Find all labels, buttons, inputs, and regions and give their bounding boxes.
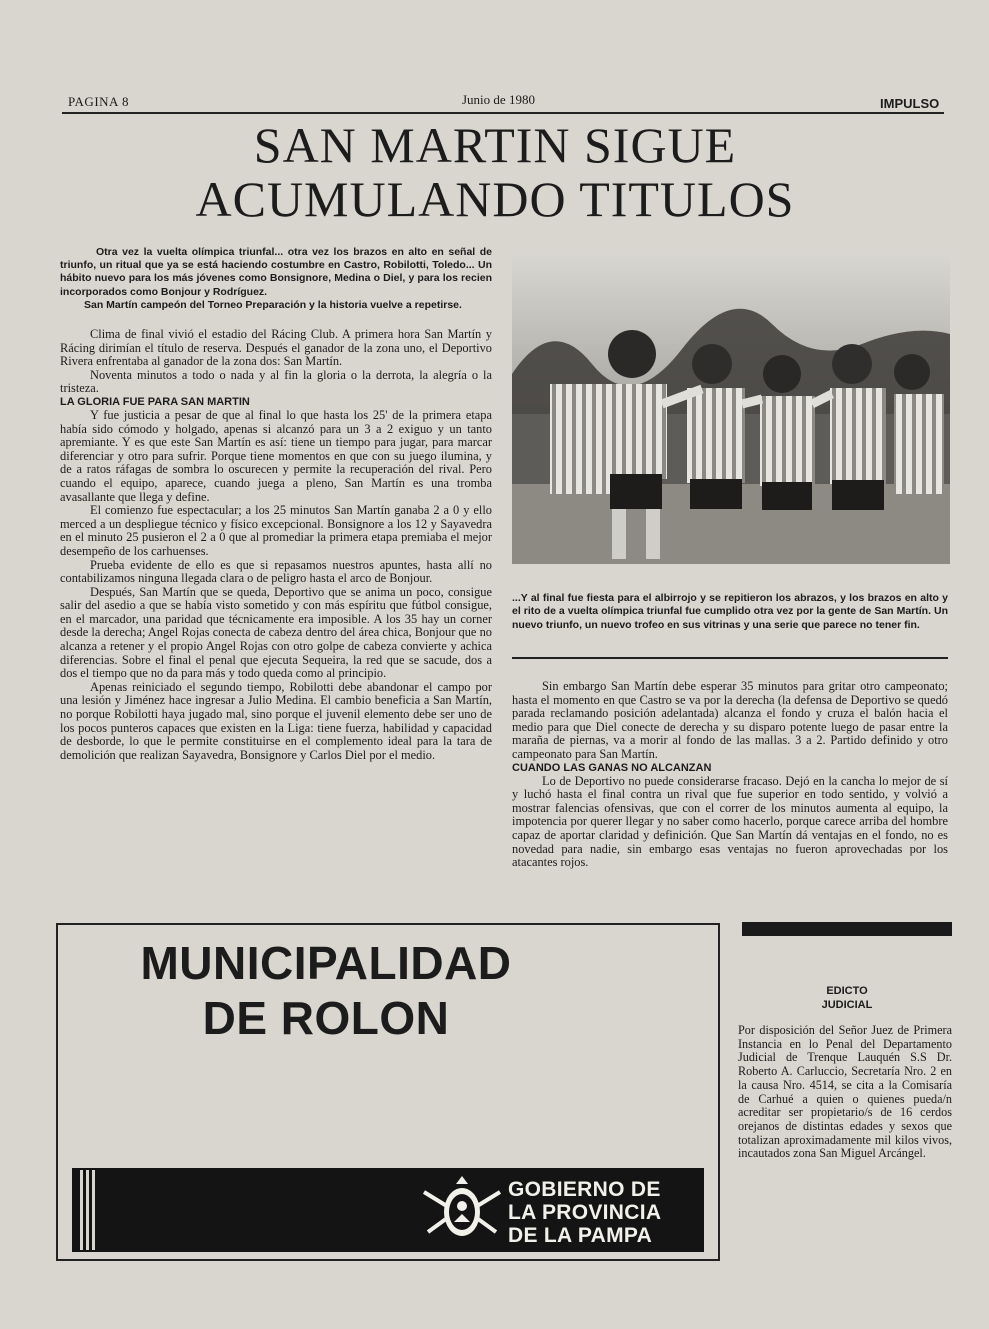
publication-name: IMPULSO [880,96,940,111]
body-paragraph: Sin embargo San Martín debe esperar 35 minutos para gritar otro campeonato; hasta el momento en que Castro se va por la derecha (la defensa de Deportivo se quedó parada reclamando posición adelantada) alcanza el fondo y cruza el balón hacia el medio para que Diel conecte de derecha y su disparo potente luego de pasar entre la maraña de piernas, va a morir al fondo de las mallas. 3 a 2. Partido definido y otro campeonato para San Martín. [512,679,948,761]
body-paragraph: Clima de final vivió el estadio del Rácing Club. A primera hora San Martín y Rácing dirimían el título de reserva. Después el ganador de la zona uno, el Deportivo Rivera enfrentaba al ganador de la zona dos: San Martín. [60,327,492,369]
article-lead [60,246,492,312]
banner-stripe [92,1170,95,1250]
ad-title-line-1: MUNICIPALIDAD [140,937,512,989]
edicto-title [742,984,952,1012]
caption-rule [512,657,948,659]
gobierno-line-1: GOBIERNO DE [508,1178,661,1201]
body-paragraph: El comienzo fue espectacular; a los 25 minutos San Martín ganaba 2 a 0 y ello merced a un despliegue técnico y físico excepcional. Bonsignore a los 12 y Sayavedra en el minuto 25 pusieron el 2 a 0 que al promediar la primera etapa premiaba el mejor desempeño de los carhuenses. [60,503,492,558]
lead-paragraph: San Martín campeón del Torneo Preparación y la historia vuelve a repetirse. [84,298,462,311]
body-paragraph: Después, San Martín que se queda, Deportivo que se anima un poco, consigue salir del asedio a que se había visto sometido y con más espíritu que fútbol consigue, en el marcador, una paridad que técnicamente era imposible. A los 35 hay un corner desde la derecha; Angel Rojas conecta de cabeza dentro del área chica, Bonjour que no alcanza a retener y el propio Angel Rojas con otro golpe de cabeza convierte y achica diferencias. Sobre el final el penal que ejecuta Sequeira, la red que se sacude, dos a dos el tiempo que no da para más y todo queda como al principio. [60,584,492,681]
header-rule [62,112,944,114]
body-paragraph: Prueba evidente de ello es que si repasamos nuestros apuntes, hasta allí no contabilizamos ninguna llegada clara o de peligro hasta el arco de Bonjour. [60,557,492,586]
banner-stripe [86,1170,89,1250]
gobierno-line-3: DE LA PAMPA [508,1224,653,1247]
body-paragraph: Apenas reiniciado el segundo tiempo, Robilotti debe abandonar el campo por una lesión y Jiménez hace ingresar a Julio Medina. El cambio beneficia a San Martín, no porque Robilotti haya jugado mal, sino porque el juvenil elemento debe ser uno de los pocos punteros capaces que existen en la Liga: tiene fuerza, habilidad y capacidad de desborde, lo que le permite constituirse en el complemento ideal para la tara de demolición que realizan Sayavedra, Bonsignore y Carlos Diel por el medio. [60,679,492,762]
advertisement-title [96,936,556,1046]
edicto-body: Por disposición del Señor Juez de Primera Instancia en lo Penal del Departamento Judicial de Trenque Lauquén S.S Dr. Roberto A. Carluccio, Secretaría Nro. 2 en la causa Nro. 4514, se cita a la Comisaría de Carhué a quien o quienes pueda/n acreditar ser propietario/s de 16 cerdos orejanos de distintas edades y sexos que totalizan aproximadamente mil kilos vivos, incautados zona San Miguel Arcángel. [738,1023,952,1161]
page-number: PAGINA 8 [68,94,129,109]
article-left-column [60,328,492,762]
lead-paragraph: Otra vez la vuelta olímpica triunfal... otra vez los brazos en alto en señal de triunfo, un ritual que ya se está haciendo costumbre en Castro, Robilotti, Toledo... Un hábito nuevo para los más jóvenes como Bonsignore, Medina o Diel, y para los recien incorporados como Bonjour y Rodríguez. [60,246,492,298]
edicto-rule [742,922,952,936]
banner-stripe [80,1170,83,1250]
body-paragraph: Y fue justicia a pesar de que al final lo que hasta los 25' de la primera etapa había sido cómodo y holgado, apenas si alcanzó para un 3 a 2 exiguo y un tanto apremiante. Y es que este San Martín es así: tiene un tiempo para jugar, para marcar diferenciar y otro para sufrir. Porque tiene momentos en que con su juego ilumina, y de a ratos ráfagas de sombra lo oscurecen y permite la recuperación del rival. Pero cuando el equipo, aparece, cuando juega a pleno, San Martín es una tromba avasallante que llega y define. [60,407,492,504]
provincial-crest-icon [420,1172,504,1248]
body-paragraph: Noventa minutos a todo o nada y al fin la gloria o la derrota, la alegría o la tristeza. [60,367,492,396]
photo-illustration [512,254,950,564]
section-subhead: CUANDO LAS GANAS NO ALCANZAN [512,761,712,774]
gobierno-line-2: LA PROVINCIA [508,1201,662,1224]
edicto-title-line-2: JUDICIAL [821,999,873,1011]
gobierno-text [508,1178,698,1247]
headline-line-2: ACUMULANDO TITULOS [195,171,795,227]
ad-title-line-2: DE ROLON [202,992,450,1044]
headline [60,118,930,226]
section-subhead: LA GLORIA FUE PARA SAN MARTIN [60,395,250,408]
headline-line-1: SAN MARTIN SIGUE [253,117,737,173]
issue-date: Junio de 1980 [462,92,535,107]
edicto-title-line-1: EDICTO [826,985,868,997]
photo-caption: ...Y al final fue fiesta para el albirrojo y se repitieron los abrazos, y los brazos en alto y el rito de a vuelta olímpica triunfal fue cumplido otra vez por la gente de San Martín. Un nuevo triunfo, un nuevo trofeo en sus vitrinas y una serie que parece no tener fin. [512,592,948,631]
celebration-photo [512,254,950,564]
body-paragraph: Lo de Deportivo no puede considerarse fracaso. Dejó en la cancha lo mejor de sí y luchó hasta el final contra un rival que fue superior en todo sentido, y volvió a mostrar falencias ofensivas, que con el correr de los minutos aumenta al equipo, la impotencia por querer llegar y no saber como hacerlo, porque carece arriba del hombre capaz de aportar claridad y definición. Que San Martín dá ventajas en el fondo, no es novedad para nadie, sin embargo esas ventajas no fueron aprovechadas por los atacantes rojos. [512,773,948,870]
article-right-column [512,680,948,870]
